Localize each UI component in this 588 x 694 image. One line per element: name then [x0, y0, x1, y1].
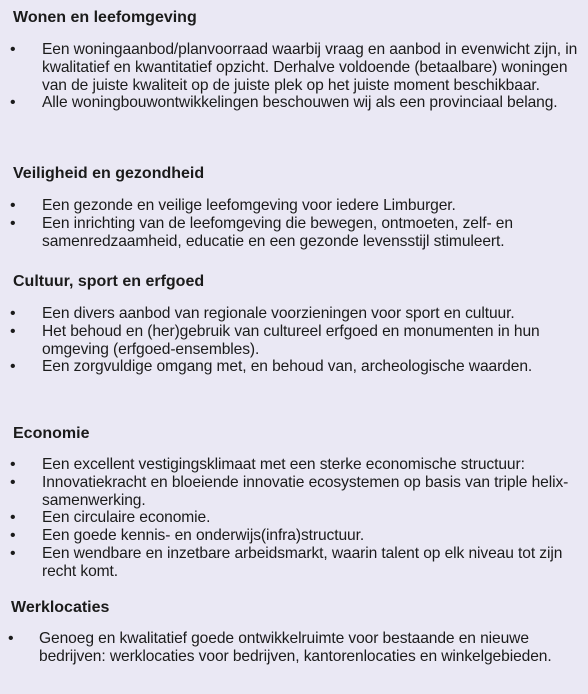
list-item: • Een inrichting van de leefomgeving die bewegen, ontmoeten, zelf- en samenredzaamheid, educatie en een gezonde levensstijl stimuleert.	[10, 214, 513, 250]
list-item: • Een circulaire economie.	[10, 509, 211, 527]
section-heading: Werklocaties	[11, 599, 110, 616]
list-item: • Het behoud en (her)gebruik van cultureel erfgoed en monumenten in hun omgeving (erfgoed-ensembles).	[10, 322, 540, 358]
bullet-icon: •	[10, 527, 16, 545]
list-item: • Een woningaanbod/planvoorraad waarbij vraag en aanbod in evenwicht zijn, in kwalitatief en kwantitatief opzicht. Derhalve voldoende (betaalbare) woningen van de juiste kwaliteit op de juiste plek op het juiste moment beschikbaar.	[10, 41, 578, 94]
list-item: • Een zorgvuldige omgang met, en behoud van, archeologische waarden.	[10, 358, 533, 376]
bullet-icon: •	[10, 358, 16, 376]
section-heading: Wonen en leefomgeving	[13, 9, 197, 26]
bullet-list	[0, 305, 588, 376]
section-heading: Veiligheid en gezondheid	[13, 165, 205, 182]
section-heading: Cultuur, sport en erfgoed	[13, 273, 205, 290]
bullet-icon: •	[10, 456, 16, 473]
bullet-icon: •	[10, 94, 16, 112]
section-wonen	[0, 9, 588, 112]
section-economie	[0, 425, 588, 581]
section-cultuur	[0, 273, 588, 376]
bullet-icon: •	[10, 509, 16, 527]
section-veiligheid	[0, 165, 588, 250]
bullet-list	[0, 197, 588, 250]
section-heading: Economie	[13, 425, 90, 442]
bullet-list	[0, 41, 588, 112]
bullet-icon: •	[8, 630, 14, 647]
list-item: • Een divers aanbod van regionale voorzieningen voor sport en cultuur.	[10, 305, 515, 322]
list-item: • Een gezonde en veilige leefomgeving voor iedere Limburger.	[10, 197, 456, 214]
bullet-list	[0, 456, 588, 581]
bullet-icon: •	[10, 197, 16, 214]
list-item: • Een wendbare en inzetbare arbeidsmarkt, waarin talent op elk niveau tot zijn recht komt.	[10, 544, 563, 580]
bullet-icon: •	[10, 41, 16, 58]
list-item: • Genoeg en kwalitatief goede ontwikkelruimte voor bestaande en nieuwe bedrijven: werklocaties voor bedrijven, kantorenlocaties en winkelgebieden.	[8, 630, 552, 665]
bullet-icon: •	[10, 214, 16, 232]
list-item: • Innovatiekracht en bloeiende innovatie ecosystemen op basis van triple helix-samenwerking.	[10, 473, 569, 509]
list-item: • Een excellent vestigingsklimaat met een sterke economische structuur:	[10, 456, 525, 473]
list-item: • Een goede kennis- en onderwijs(infra)structuur.	[10, 527, 365, 545]
bullet-icon: •	[10, 473, 16, 491]
section-werklocaties	[0, 599, 588, 666]
list-item: • Alle woningbouwontwikkelingen beschouwen wij als een provinciaal belang.	[10, 94, 558, 112]
bullet-icon: •	[10, 305, 16, 322]
bullet-list	[0, 630, 588, 666]
bullet-icon: •	[10, 544, 16, 562]
bullet-icon: •	[10, 322, 16, 340]
